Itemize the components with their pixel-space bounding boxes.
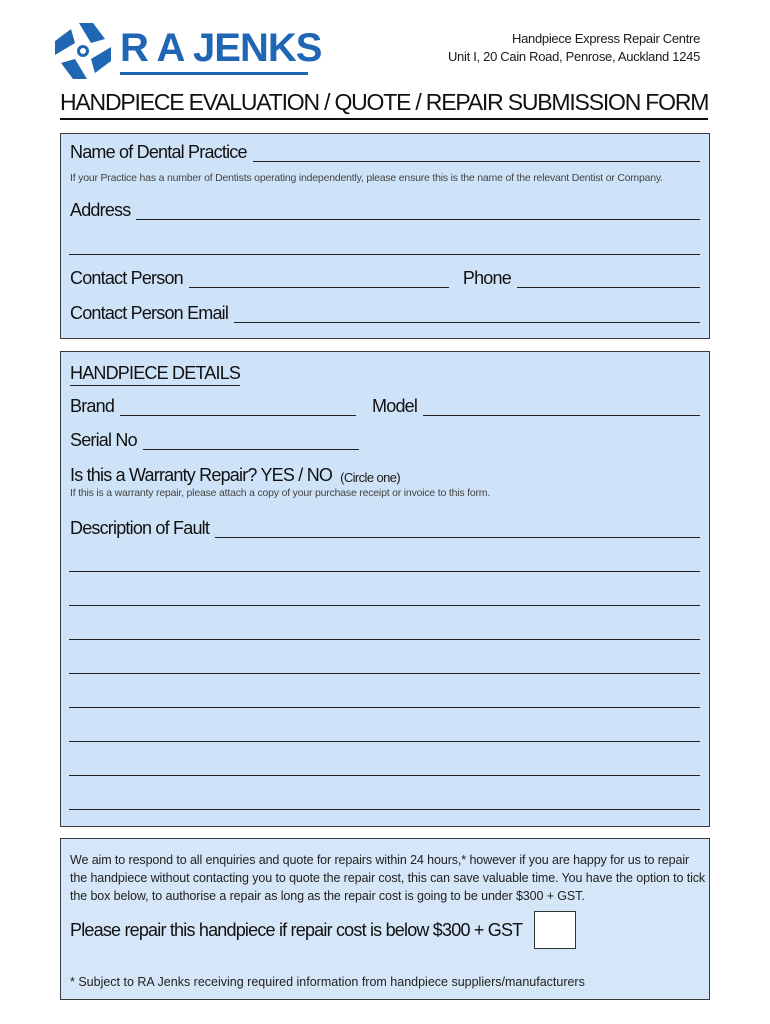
brand-field[interactable] xyxy=(120,399,356,416)
phone-label: Phone xyxy=(462,268,511,288)
address-line-2: Unit I, 20 Cain Road, Penrose, Auckland 1245 xyxy=(447,49,700,64)
handpiece-section-title: HANDPIECE DETAILS xyxy=(70,362,240,386)
fault-field-line-8[interactable] xyxy=(69,774,700,776)
practice-name-note: If your Practice has a number of Dentists operating independently, please ensure this is the name of the relevant Dentist or Company. xyxy=(70,172,663,184)
footnote: * Subject to RA Jenks receiving required information from handpiece suppliers/manufacturers xyxy=(70,975,585,989)
practice-name-label: Name of Dental Practice xyxy=(70,142,247,162)
company-logo xyxy=(52,20,322,82)
email-field[interactable] xyxy=(234,306,700,323)
fault-field-line-6[interactable] xyxy=(69,706,700,708)
contact-person-label: Contact Person xyxy=(70,268,183,288)
brand-label: Brand xyxy=(70,396,115,416)
fault-field-line-4[interactable] xyxy=(69,638,700,640)
warranty-note: If this is a warranty repair, please attach a copy of your purchase receipt or invoice to this form. xyxy=(70,487,491,499)
repair-checkbox-label: Please repair this handpiece if repair cost is below $300 + GST xyxy=(70,919,523,940)
repair-authorisation-panel xyxy=(60,838,710,1000)
address-label: Address xyxy=(70,200,131,220)
model-field[interactable] xyxy=(423,399,700,416)
fault-field-line-7[interactable] xyxy=(69,740,700,742)
logo-underline xyxy=(120,72,308,75)
warranty-question[interactable]: Is this a Warranty Repair? YES / NO xyxy=(70,465,333,485)
email-label: Contact Person Email xyxy=(70,303,229,323)
phone-field[interactable] xyxy=(517,271,700,288)
serial-label: Serial No xyxy=(70,430,137,450)
contact-person-field[interactable] xyxy=(189,271,449,288)
address-line-1: Handpiece Express Repair Centre xyxy=(512,31,700,46)
repair-authorisation-row xyxy=(70,911,576,949)
form-title: HANDPIECE EVALUATION / QUOTE / REPAIR SUBMISSION FORM xyxy=(60,88,708,120)
fault-field-line-5[interactable] xyxy=(69,672,700,674)
fault-label: Description of Fault xyxy=(70,518,210,538)
logo-wordmark: R A JENKS xyxy=(120,26,322,70)
model-label: Model xyxy=(372,396,418,416)
company-address xyxy=(448,30,700,66)
repair-authorisation-checkbox[interactable] xyxy=(534,911,576,949)
address-field-line-2[interactable] xyxy=(69,253,700,255)
fault-field-line-3[interactable] xyxy=(69,604,700,606)
fault-field-line-2[interactable] xyxy=(69,570,700,572)
handpiece-details-panel xyxy=(60,351,710,827)
serial-field[interactable] xyxy=(143,433,359,450)
authorisation-paragraph: We aim to respond to all enquiries and quote for repairs within 24 hours,* however if you are happy for us to repair the handpiece without contacting you to quote the repair cost, this can save valuable time. You have the option to tick the box below, to authorise a repair as long as the repair cost is going to be under $300 + GST. xyxy=(70,853,706,903)
page-header xyxy=(0,0,770,90)
address-field-line-1[interactable] xyxy=(136,203,700,220)
fault-field-line-1[interactable] xyxy=(215,521,700,538)
fault-field-line-9[interactable] xyxy=(69,808,700,810)
practice-details-panel xyxy=(60,133,710,339)
practice-name-field[interactable] xyxy=(253,145,700,162)
logo-pinwheel-icon xyxy=(52,20,114,82)
warranty-hint: (Circle one) xyxy=(340,470,401,485)
